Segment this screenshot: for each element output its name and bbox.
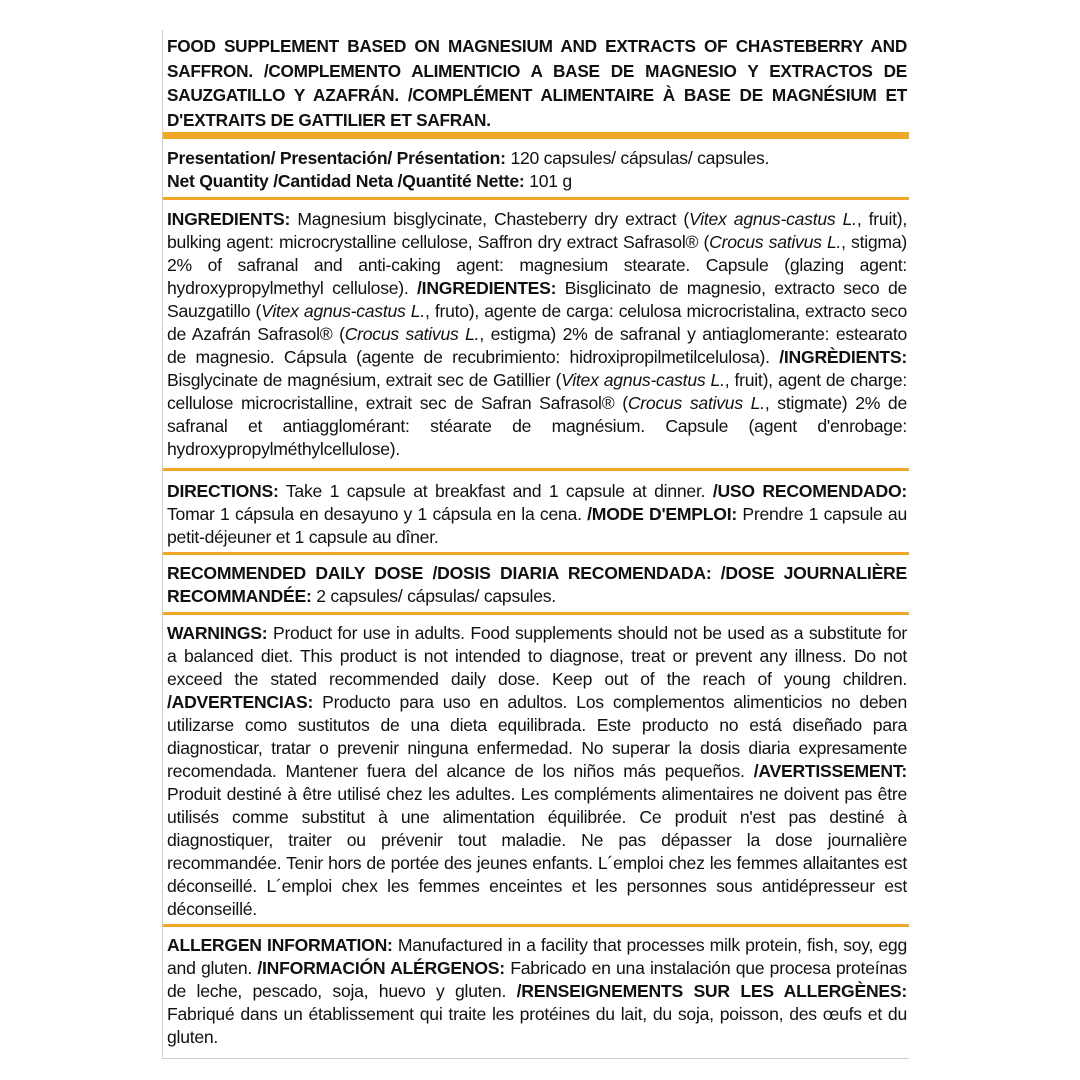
daily-dose-value: 2 capsules/ cápsulas/ capsules.	[316, 586, 556, 606]
presentation-section	[163, 147, 909, 193]
ingredients-text-fr: , stigmate) 2% de safranal et antiagglomérant: stéarate de magnésium. Capsule (agent d'enrobage: hydroxypropylméthylcellulose).	[167, 393, 907, 459]
ingredients-label-en: INGREDIENTS:	[167, 209, 291, 229]
section-divider	[163, 468, 909, 471]
latin-name: Vitex agnus-castus L.	[689, 209, 857, 229]
product-title	[163, 34, 909, 132]
presentation-label: Presentation/ Presentación/ Présentation:	[167, 148, 506, 168]
directions-label-es: /USO RECOMENDADO:	[712, 481, 907, 501]
section-divider	[163, 132, 909, 139]
warnings-label-fr: /AVERTISSEMENT:	[753, 761, 908, 781]
warnings-text-fr: Produit destiné à être utilisé chez les adultes. Les compléments alimentaires ne doivent pas être utilisés comme substitut à une alimentation équilibrée. Ce produit n'est pas destiné à diagnostiquer, traiter ou prévenir tout maladie. Ne pas dépasser la dose journalière recommandée. Tenir hors de portée des jeunes enfants. L´emploi chez les femmes allaitantes est déconseillé. L´emploi chex les femmes enceintes et les personnes sous antidépresseur est déconseillé.	[167, 784, 907, 919]
directions-text-fr: Prendre 1 capsule au petit-déjeuner et 1 capsule au dîner.	[167, 504, 908, 547]
ingredients-text-es: , estigma) 2% de safranal y antiaglomerante: estearato de magnesio. Cápsula (agente de recubrimiento: hidroxipropilmetilcelulosa).	[167, 324, 908, 367]
directions-text-es: Tomar 1 cápsula en desayuno y 1 cápsula en la cena.	[167, 504, 582, 524]
latin-name: Crocus sativus L.	[344, 324, 480, 344]
section-divider	[163, 612, 909, 615]
latin-name: Crocus sativus L.	[709, 232, 842, 252]
ingredients-text-fr: Bisglycinate de magnésium, extrait sec de Gatillier (	[167, 370, 562, 390]
allergen-label-fr: /RENSEIGNEMENTS SUR LES ALLERGÈNES:	[516, 981, 907, 1001]
supplement-label	[162, 30, 909, 1059]
ingredients-text-en: , fruit), bulking agent: microcrystalline cellulose, Saffron dry extract Safrasol® (	[167, 209, 907, 252]
ingredients-text-es: , fruto), agente de carga: celulosa microcristalina, extracto seco de Azafrán Safrasol® (	[167, 301, 907, 344]
daily-dose-label: RECOMMENDED DAILY DOSE /DOSIS DIARIA RECOMENDADA: /DOSE JOURNALIÈRE RECOMMANDÉE:	[167, 563, 907, 606]
allergen-label-en: ALLERGEN INFORMATION:	[167, 935, 393, 955]
warnings-label-es: /ADVERTENCIAS:	[167, 692, 314, 712]
ingredients-text-en: Magnesium bisglycinate, Chasteberry dry extract (	[297, 209, 690, 229]
warnings-text-en: Product for use in adults. Food supplements should not be used as a substitute for a balanced diet. This product is not intended to diagnose, treat or prevent any illness. Do not exceed the stated recommended daily dose. Keep out of the reach of young children.	[167, 623, 907, 689]
ingredients-text-en: , stigma) 2% of safranal and anti-caking agent: magnesium stearate. Capsule (glazing agent: hydroxypropylmethyl cellulose).	[167, 232, 907, 298]
net-quantity-value: 101 g	[529, 171, 572, 191]
section-divider	[163, 924, 909, 927]
allergen-text-fr: Fabriqué dans un établissement qui traite les protéines du lait, du soja, poisson, des œufs et du gluten.	[167, 1004, 907, 1047]
directions-label-fr: /MODE D'EMPLOI:	[587, 504, 737, 524]
ingredients-section	[163, 208, 909, 461]
product-title-text: FOOD SUPPLEMENT BASED ON MAGNESIUM AND EXTRACTS OF CHASTEBERRY AND SAFFRON. /COMPLEMENTO ALIMENTICIO A BASE DE MAGNESIO Y EXTRACTOS DE SAUZGATILLO Y AZAFRÁN. /COMPLÉMENT ALIMENTAIRE À BASE DE MAGNÉSIUM ET D'EXTRAITS DE GATTILIER ET SAFRAN.	[167, 36, 907, 130]
warnings-label-en: WARNINGS:	[167, 623, 268, 643]
presentation-value: 120 capsules/ cápsulas/ capsules.	[510, 148, 770, 168]
allergen-label-es: /INFORMACIÓN ALÉRGENOS:	[257, 958, 505, 978]
latin-name: Crocus sativus L.	[627, 393, 765, 413]
warnings-text-es: Producto para uso en adultos. Los complementos alimenticios no deben utilizarse como sustitutos de una dieta equilibrada. Este producto no está diseñado para diagnosticar, tratar o prevenir ninguna enfermedad. No superar la dosis diaria expresamente recomendada. Mantener fuera del alcance de los niños más pequeños.	[167, 692, 907, 781]
ingredients-label-es: /INGREDIENTES:	[417, 278, 557, 298]
directions-text-en: Take 1 capsule at breakfast and 1 capsule at dinner.	[285, 481, 706, 501]
section-divider	[163, 197, 909, 200]
ingredients-text-fr: , fruit), agent de charge: cellulose microcristalline, extrait sec de Safran Safrasol® (	[167, 370, 908, 413]
section-divider	[163, 552, 909, 555]
allergen-text-es: Fabricado en una instalación que procesa proteínas de leche, pescado, soja, huevo y gluten.	[167, 958, 907, 1001]
latin-name: Vitex agnus-castus L.	[261, 301, 425, 321]
daily-dose-section	[163, 562, 909, 608]
ingredients-text-es: Bisglicinato de magnesio, extracto seco de Sauzgatillo (	[167, 278, 908, 321]
latin-name: Vitex agnus-castus L.	[561, 370, 725, 390]
net-quantity-label: Net Quantity /Cantidad Neta /Quantité Nette:	[167, 171, 525, 191]
allergen-text-en: Manufactured in a facility that processes milk protein, fish, soy, egg and gluten.	[167, 935, 908, 978]
warnings-section	[163, 622, 909, 921]
directions-section	[163, 480, 909, 549]
ingredients-label-fr: /INGRÈDIENTS:	[779, 347, 908, 367]
directions-label-en: DIRECTIONS:	[167, 481, 279, 501]
allergen-section	[163, 934, 909, 1049]
